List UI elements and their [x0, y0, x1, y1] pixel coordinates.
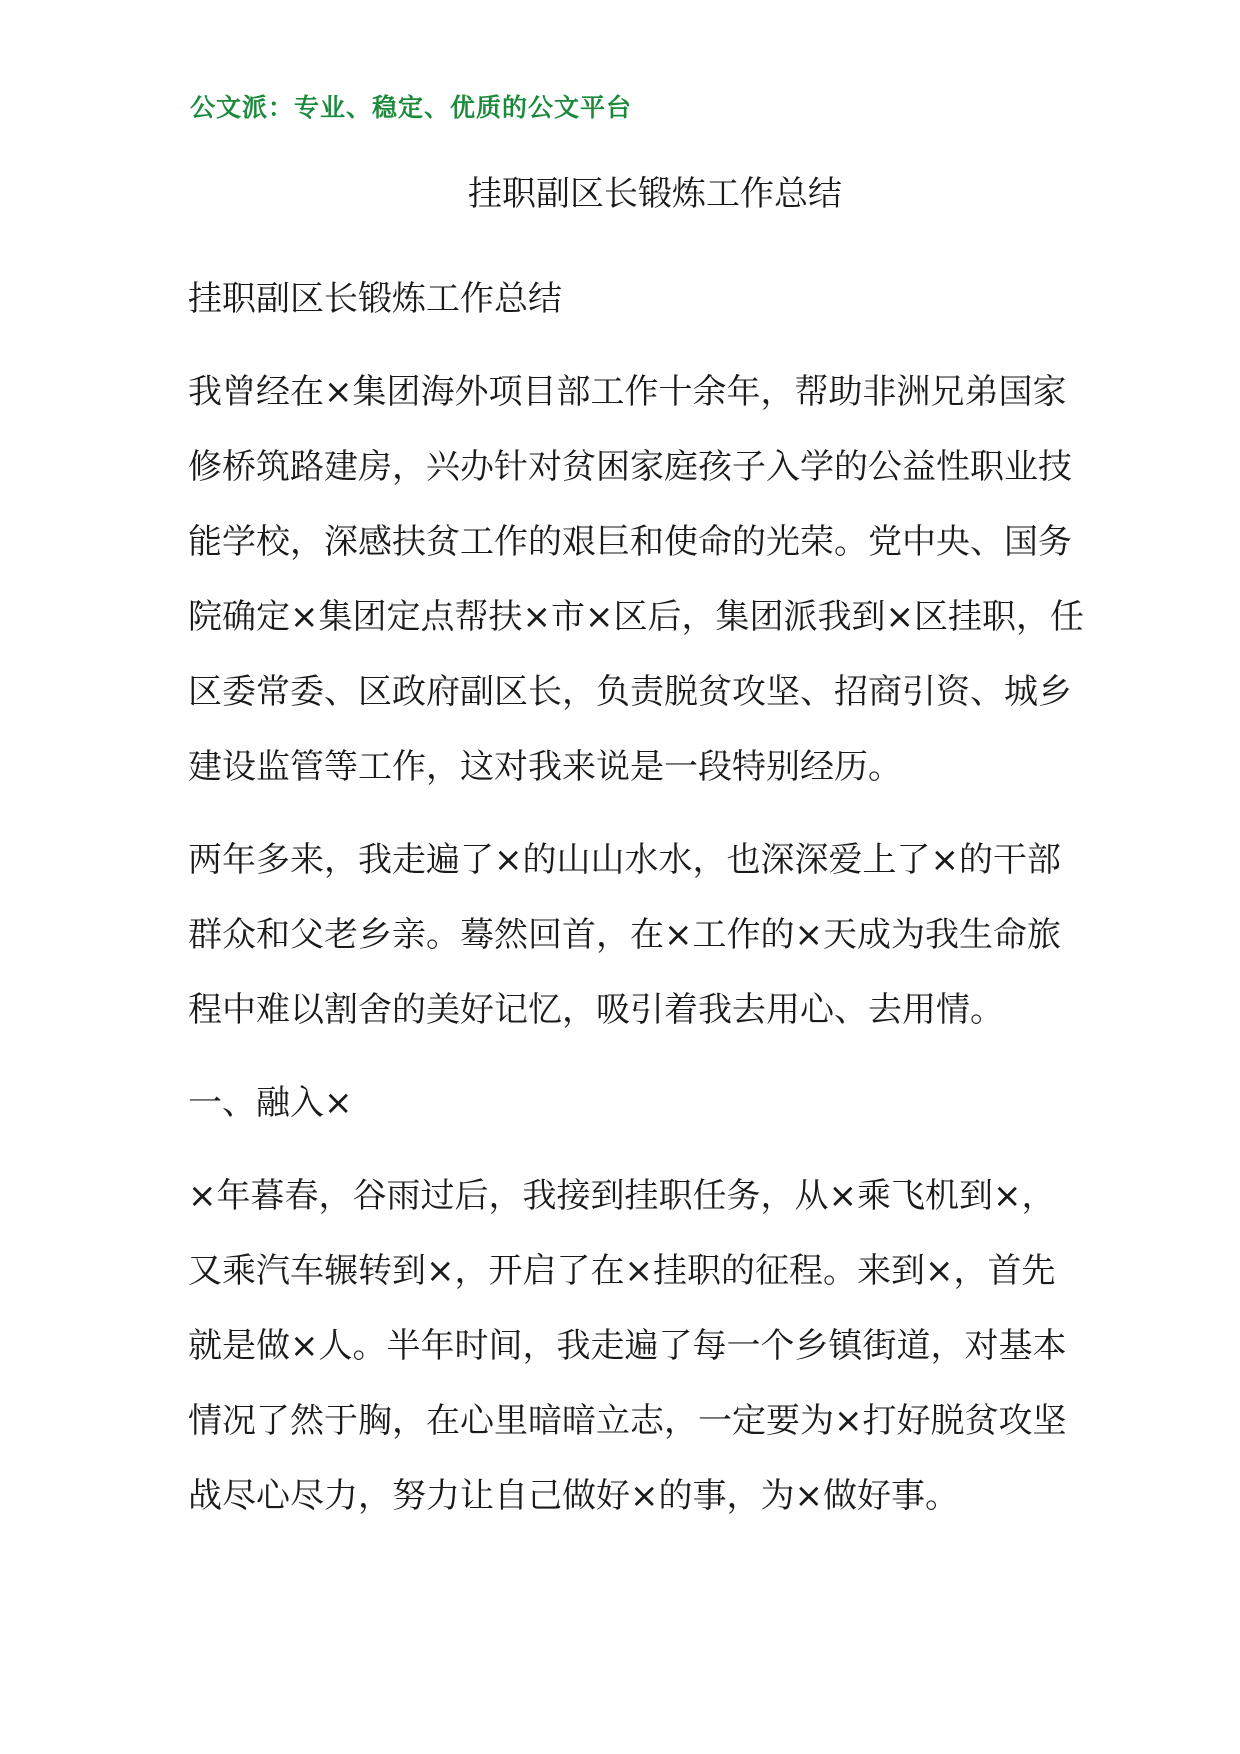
document-title: 挂职副区长锻炼工作总结	[468, 174, 842, 214]
brand-header: 公文派：专业、稳定、优质的公文平台	[190, 93, 633, 122]
document-body	[188, 262, 1088, 1552]
body-paragraph: 两年多来，我走遍了×的山山水水，也深深爱上了×的干部群众和父老乡亲。蓦然回首，在×工作的×天成为我生命旅程中难以割舍的美好记忆，吸引着我去用心、去用情。	[188, 840, 1061, 1030]
document-subtitle: 挂职副区长锻炼工作总结	[188, 279, 562, 319]
body-paragraph: 我曾经在×集团海外项目部工作十余年，帮助非洲兄弟国家修桥筑路建房，兴办针对贫困家庭孩子入学的公益性职业技能学校，深感扶贫工作的艰巨和使命的光荣。党中央、国务院确定×集团定点帮扶×市×区后，集团派我到×区挂职，任区委常委、区政府副区长，负责脱贫攻坚、招商引资、城乡建设监管等工作，这对我来说是一段特别经历。	[188, 372, 1084, 787]
section-paragraph: ×年暮春，谷雨过后，我接到挂职任务，从×乘飞机到×，又乘汽车辗转到×，开启了在×挂职的征程。来到×，首先就是做×人。半年时间，我走遍了每一个乡镇街道，对基本情况了然于胸，在心里暗暗立志，一定要为×打好脱贫攻坚战尽心尽力，努力让自己做好×的事，为×做好事。	[188, 1176, 1067, 1516]
section-heading: 一、融入×	[188, 1083, 353, 1123]
